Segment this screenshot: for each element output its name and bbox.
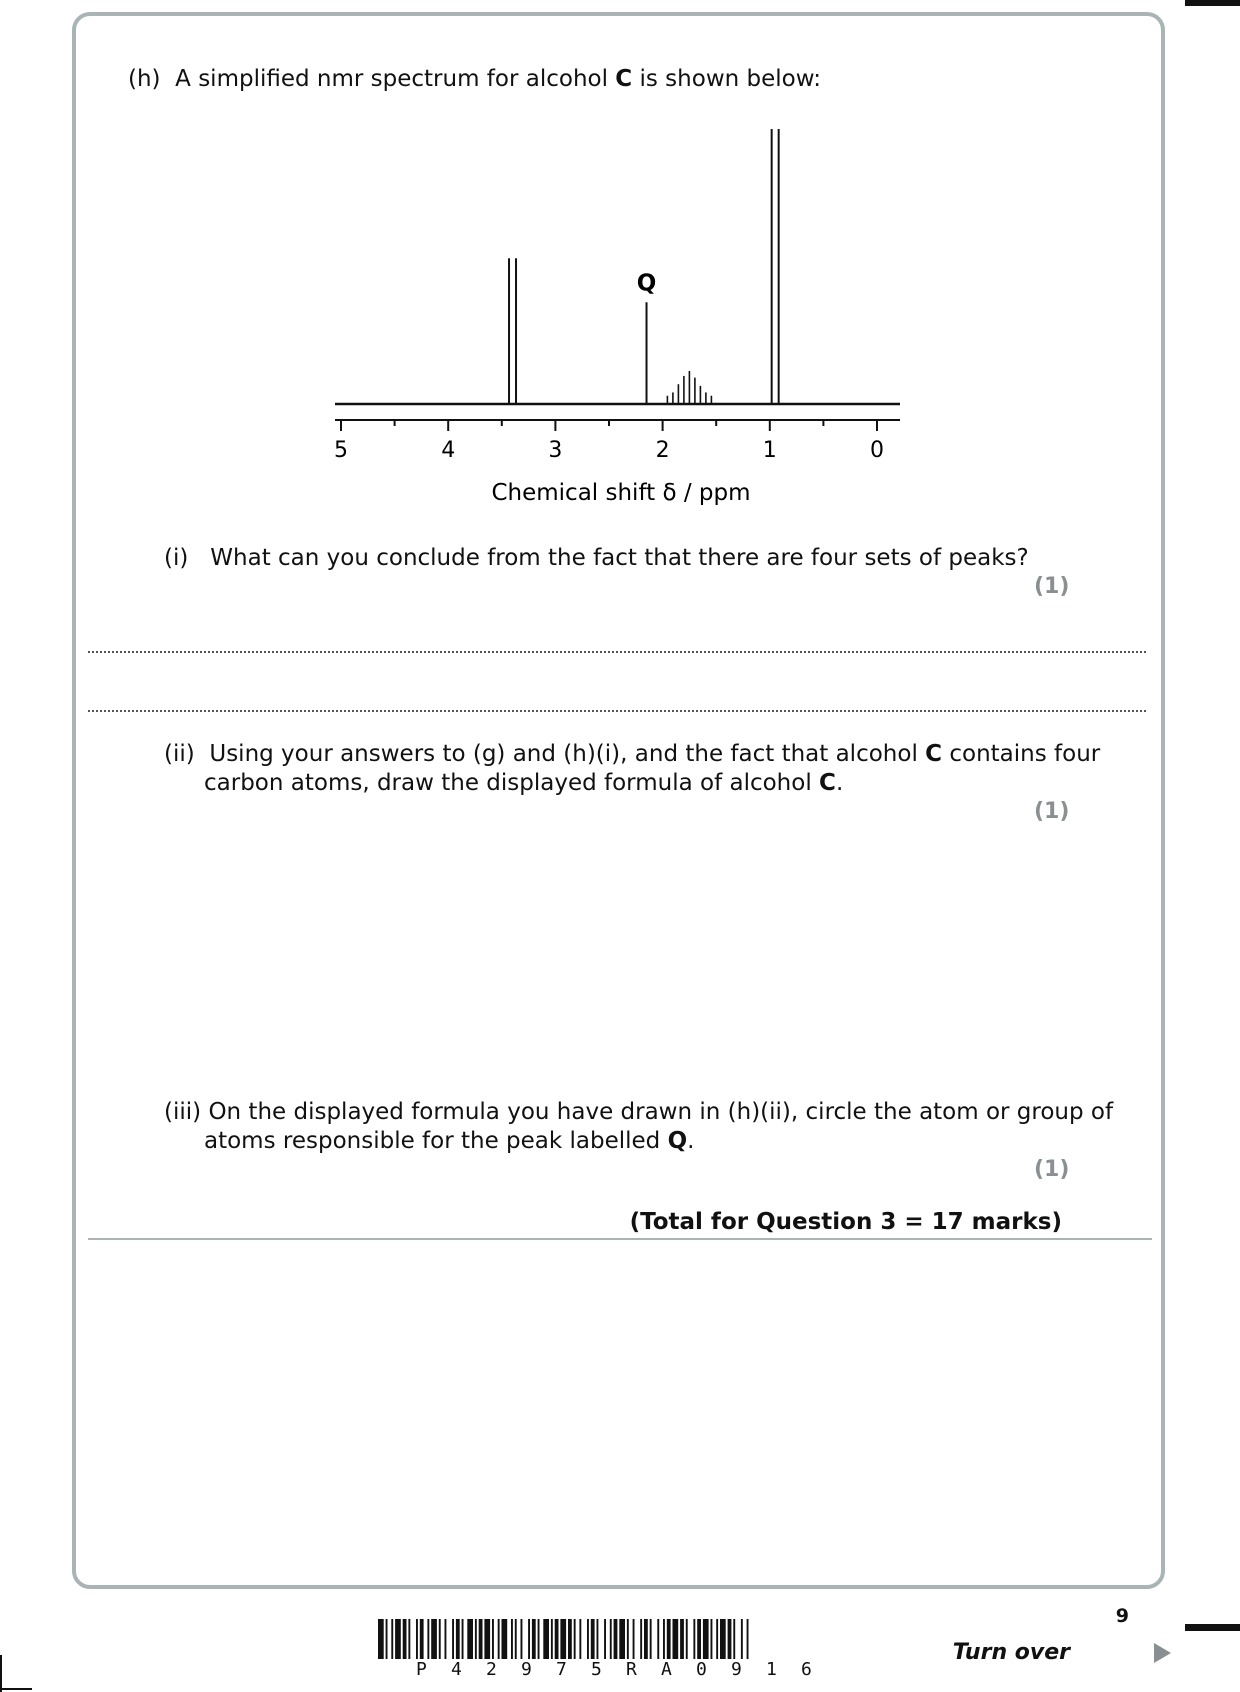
barcode-bar (747, 1619, 749, 1659)
bottom-left-corner-mark-h (0, 1688, 32, 1690)
barcode-bar (711, 1619, 713, 1659)
barcode-bar (579, 1619, 581, 1659)
barcode-bar (445, 1619, 447, 1659)
barcode-bar (416, 1619, 418, 1659)
x-axis-label: Chemical shift δ / ppm (491, 480, 751, 506)
tick-label: 0 (870, 438, 884, 463)
part-iii-text-1: On the displayed formula you have drawn in (h)(ii), circle the atom or group of (208, 1099, 1114, 1125)
barcode-bar (560, 1619, 566, 1659)
barcode-bar (627, 1619, 629, 1659)
tick-label: 5 (334, 438, 348, 463)
barcode-bar (568, 1619, 572, 1659)
turn-over-label: Turn over (952, 1640, 1070, 1665)
barcode-char: 0 (696, 1659, 707, 1680)
barcode-bar (614, 1619, 618, 1659)
part-ii-line1 (164, 739, 1100, 769)
barcode-bar (475, 1619, 477, 1659)
question-text-end: is shown below: (632, 66, 822, 92)
barcode-char: 4 (451, 1659, 462, 1680)
barcode-bar (456, 1619, 460, 1659)
barcode-bar (462, 1619, 464, 1659)
end-of-question-rule (88, 1238, 1152, 1240)
tick-label: 3 (548, 438, 563, 463)
barcode-bar (657, 1619, 659, 1659)
barcode-text (416, 1659, 836, 1680)
barcode-bar (391, 1619, 393, 1659)
part-iii-text-2b: . (687, 1128, 695, 1154)
nmr-spectrum-chart (0, 0, 1240, 520)
part-ii-text-2: carbon atoms, draw the displayed formula of alcohol (204, 770, 820, 796)
barcode-char: 7 (556, 1659, 567, 1680)
tick-label: 4 (441, 438, 456, 463)
barcode-char: 5 (591, 1659, 602, 1680)
barcode-bar (543, 1619, 549, 1659)
bottom-left-corner-mark-v (0, 1655, 2, 1692)
part-iii-line1 (164, 1097, 1113, 1127)
barcode-bar (703, 1619, 709, 1659)
part-iii-line2 (204, 1126, 694, 1156)
barcode-bar (610, 1619, 612, 1659)
barcode-bar (574, 1619, 576, 1659)
question-label: (h) (128, 66, 161, 92)
page-number: 9 (1115, 1605, 1129, 1627)
barcode-char: 9 (521, 1659, 532, 1680)
barcode-bar (555, 1619, 559, 1659)
bottom-right-corner-mark (1185, 1624, 1240, 1631)
barcode-bar (644, 1619, 648, 1659)
drawing-area[interactable] (164, 830, 1064, 1090)
turn-over-arrow-icon (1154, 1643, 1171, 1663)
barcode (378, 1619, 862, 1659)
barcode-bar (467, 1619, 473, 1659)
barcode-bar (697, 1619, 701, 1659)
barcode-bar (650, 1619, 652, 1659)
answer-line-1[interactable] (88, 651, 1146, 653)
barcode-bar (551, 1619, 553, 1659)
part-iii-marks: (1) (1034, 1157, 1070, 1182)
part-ii-bold-1: C (925, 741, 943, 767)
barcode-bar (741, 1619, 743, 1659)
barcode-bar (502, 1619, 508, 1659)
barcode-bar (619, 1619, 625, 1659)
x-axis-ticks (334, 420, 884, 463)
part-ii-label: (ii) (164, 741, 195, 767)
barcode-bar (378, 1619, 384, 1659)
barcode-bar (693, 1619, 695, 1659)
question-text-start: A simplified nmr spectrum for alcohol (175, 66, 616, 92)
barcode-char: 1 (766, 1659, 777, 1680)
barcode-bar (673, 1619, 679, 1659)
barcode-bar (408, 1619, 410, 1659)
barcode-bar (427, 1619, 429, 1659)
barcode-bar (492, 1619, 494, 1659)
part-iii-text-2: atoms responsible for the peak labelled (204, 1128, 668, 1154)
barcode-bar (640, 1619, 642, 1659)
tick-label: 2 (655, 438, 670, 463)
barcode-bar (395, 1619, 401, 1659)
barcode-bar (431, 1619, 437, 1659)
barcode-bar (521, 1619, 523, 1659)
x-axis (335, 404, 900, 420)
peaks (509, 129, 779, 404)
barcode-bar (479, 1619, 483, 1659)
barcode-bar (386, 1619, 388, 1659)
answer-line-2[interactable] (88, 710, 1146, 712)
peak-annotation-q: Q (636, 270, 657, 297)
part-ii-text-1b: contains four (942, 741, 1101, 767)
barcode-bar (498, 1619, 500, 1659)
barcode-bar (511, 1619, 513, 1659)
barcode-bar (716, 1619, 718, 1659)
barcode-bar (528, 1619, 530, 1659)
barcode-bar (686, 1619, 688, 1659)
barcode-bar (403, 1619, 407, 1659)
part-ii-bold-2: C (819, 770, 836, 796)
barcode-char: P (416, 1659, 427, 1680)
barcode-char: A (661, 1659, 672, 1680)
barcode-char: 2 (486, 1659, 497, 1680)
barcode-bar (667, 1619, 671, 1659)
barcode-bar (515, 1619, 517, 1659)
barcode-bar (720, 1619, 726, 1659)
part-ii-marks: (1) (1034, 799, 1070, 824)
barcode-bar (733, 1619, 735, 1659)
barcode-bar (728, 1619, 732, 1659)
barcode-bar (604, 1619, 606, 1659)
part-ii-line2 (204, 768, 843, 798)
barcode-bar (439, 1619, 441, 1659)
part-ii-text-2b: . (835, 770, 844, 796)
barcode-bar (633, 1619, 635, 1659)
part-i-question: What can you conclude from the fact that there are four sets of peaks? (210, 545, 1029, 571)
question-total: (Total for Question 3 = 17 marks) (629, 1209, 1062, 1235)
barcode-bar (484, 1619, 490, 1659)
part-iii-label: (iii) (164, 1099, 202, 1125)
alcohol-letter: C (615, 66, 633, 92)
barcode-char: R (626, 1659, 637, 1680)
barcode-bar (597, 1619, 599, 1659)
barcode-char: 6 (801, 1659, 812, 1680)
part-i-label: (i) (164, 545, 189, 571)
barcode-bar (663, 1619, 665, 1659)
part-iii-bold: Q (667, 1128, 688, 1154)
part-ii-text-1: Using your answers to (g) and (h)(i), and the fact that alcohol (209, 741, 926, 767)
barcode-char: 9 (731, 1659, 742, 1680)
barcode-bar (587, 1619, 589, 1659)
barcode-bar (591, 1619, 595, 1659)
barcode-bar (680, 1619, 684, 1659)
barcode-bar (452, 1619, 454, 1659)
part-i-text (164, 543, 1029, 573)
part-i-marks: (1) (1034, 574, 1070, 599)
tick-label: 1 (762, 438, 777, 463)
barcode-bar (532, 1619, 536, 1659)
barcode-bar (538, 1619, 540, 1659)
barcode-bar (420, 1619, 424, 1659)
